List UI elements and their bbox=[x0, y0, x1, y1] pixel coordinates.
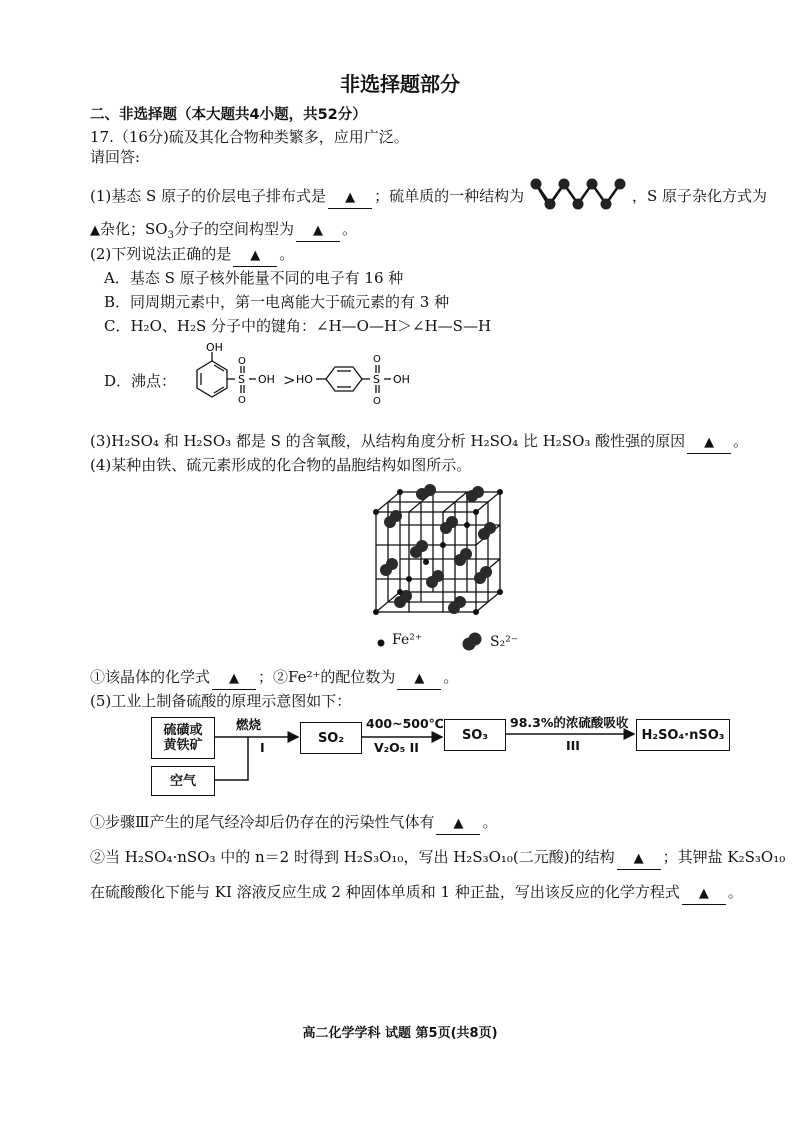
step2-catalyst: V₂O₅ II bbox=[374, 740, 419, 755]
section-heading: 二、非选择题（本大题共4小题，共52分） bbox=[90, 107, 367, 123]
fe-ions bbox=[373, 489, 503, 615]
mol1-soh-label: OH bbox=[258, 373, 275, 386]
greater-than: > bbox=[283, 371, 296, 389]
page-footer: 高二化学学科 试题 第5页(共8页) bbox=[302, 1026, 498, 1041]
part1-text-f: 。 bbox=[341, 220, 357, 238]
mol2-ho-label: HO bbox=[296, 373, 313, 386]
part4-subquestions: ①该晶体的化学式 ▲ ；②Fe²⁺的配位数为 ▲ 。 bbox=[90, 667, 458, 690]
part1-text-e: 分子的空间构型为 bbox=[173, 220, 294, 238]
crystal-unit-cell-diagram bbox=[360, 482, 520, 632]
sulfur-atoms bbox=[531, 179, 626, 210]
subscript: 3 bbox=[167, 230, 174, 241]
part1-text-a: (1)基态 S 原子的价层电子排布式是 bbox=[90, 187, 327, 205]
step3-condition: 98.3%的浓硫酸吸收 bbox=[510, 715, 629, 730]
mol2-o-top: O bbox=[373, 354, 381, 365]
part1-text-c: ，S 原子杂化方式为 bbox=[632, 187, 768, 205]
part5-sub2-line2: 在硫酸酸化下能与 KI 溶液反应生成 2 种固体单质和 1 种正盐，写出该反应的化学方程式 ▲ 。 bbox=[90, 882, 743, 905]
raw-material-box: 硫磺或 黄铁矿 bbox=[151, 717, 215, 759]
option-d: D．沸点： bbox=[104, 372, 177, 390]
cell-grid bbox=[376, 492, 500, 612]
answer-blank[interactable]: ▲ bbox=[687, 431, 731, 454]
answer-blank[interactable]: ▲ bbox=[617, 847, 661, 870]
legend-fe-label: Fe²⁺ bbox=[392, 632, 423, 648]
product-box: H₂SO₄·nSO₃ bbox=[636, 719, 730, 751]
mol2-oh-label: OH bbox=[393, 373, 410, 386]
part1-line2 bbox=[90, 219, 357, 246]
option-a: A．基态 S 原子核外能量不同的电子有 16 种 bbox=[104, 269, 404, 287]
answer-blank[interactable]: ▲ bbox=[328, 186, 372, 209]
answer-blank[interactable]: ▲ bbox=[212, 667, 256, 690]
part3-line: (3)H₂SO₄ 和 H₂SO₃ 都是 S 的含氧酸，从结构角度分析 H₂SO₄ 比 H₂SO₃ 酸性强的原因 ▲ 。 bbox=[90, 431, 748, 454]
option-b: B．同周期元素中，第一电离能大于硫元素的有 3 种 bbox=[104, 293, 450, 311]
mol1-s-label: S bbox=[238, 373, 245, 386]
answer-blank[interactable]: ▲ bbox=[90, 223, 100, 238]
part5-sub1: ①步骤Ⅲ产生的尾气经冷却后仍存在的污染性气体有 ▲ 。 bbox=[90, 812, 497, 835]
step1-number: I bbox=[260, 740, 265, 755]
sulfur-ring-structure bbox=[528, 176, 630, 210]
mol1-oh-label: OH bbox=[206, 341, 223, 354]
answer-blank[interactable]: ▲ bbox=[296, 219, 340, 242]
mol1-o-top: O bbox=[238, 356, 246, 367]
question-intro: 17.（16分)硫及其化合物种类繁多，应用广泛。 bbox=[90, 128, 409, 146]
step3-number: III bbox=[566, 738, 580, 753]
molecule-para-hydroxy-sulfonic-acid bbox=[294, 345, 424, 415]
part1-text-d: 杂化；SO bbox=[100, 220, 168, 238]
part5-sub2-line1: ②当 H₂SO₄·nSO₃ 中的 n＝2 时得到 H₂S₃O₁₀，写出 H₂S₃O₁₀(二元酸)的结构 ▲ ；其钾盐 K₂S₃O₁₀ bbox=[90, 847, 785, 870]
s2-legend-pair bbox=[460, 630, 484, 654]
so2-box: SO₂ bbox=[300, 722, 362, 754]
part4-text: (4)某种由铁、硫元素形成的化合物的晶胞结构如图所示。 bbox=[90, 456, 472, 474]
answer-blank[interactable]: ▲ bbox=[682, 882, 726, 905]
question-prompt: 请回答: bbox=[90, 148, 141, 166]
part1-line1 bbox=[90, 186, 524, 209]
part5-text: (5)工业上制备硫酸的原理示意图如下： bbox=[90, 692, 352, 710]
air-box: 空气 bbox=[151, 766, 215, 796]
answer-blank[interactable]: ▲ bbox=[233, 244, 277, 267]
option-c: C．H₂O、H₂S 分子中的键角：∠H—O—H＞∠H—S—H bbox=[104, 317, 492, 335]
fe-legend-dot bbox=[376, 638, 386, 648]
step1-label: 燃烧 bbox=[236, 717, 262, 732]
so3-box: SO₃ bbox=[444, 719, 506, 751]
part1-text-b: ；硫单质的一种结构为 bbox=[374, 187, 525, 205]
answer-blank[interactable]: ▲ bbox=[436, 812, 480, 835]
mol2-s-label: S bbox=[373, 373, 380, 386]
legend-s-label: S₂²⁻ bbox=[490, 634, 519, 650]
part2-stem: (2)下列说法正确的是 ▲ 。 bbox=[90, 244, 294, 267]
mol1-o-bottom: O bbox=[238, 395, 246, 406]
step2-condition: 400~500℃ bbox=[366, 716, 444, 731]
molecule-ortho-hydroxy-sulfonic-acid bbox=[172, 340, 282, 420]
page-title: 非选择题部分 bbox=[340, 72, 460, 96]
mol2-o-bottom: O bbox=[373, 396, 381, 407]
answer-blank[interactable]: ▲ bbox=[397, 667, 441, 690]
